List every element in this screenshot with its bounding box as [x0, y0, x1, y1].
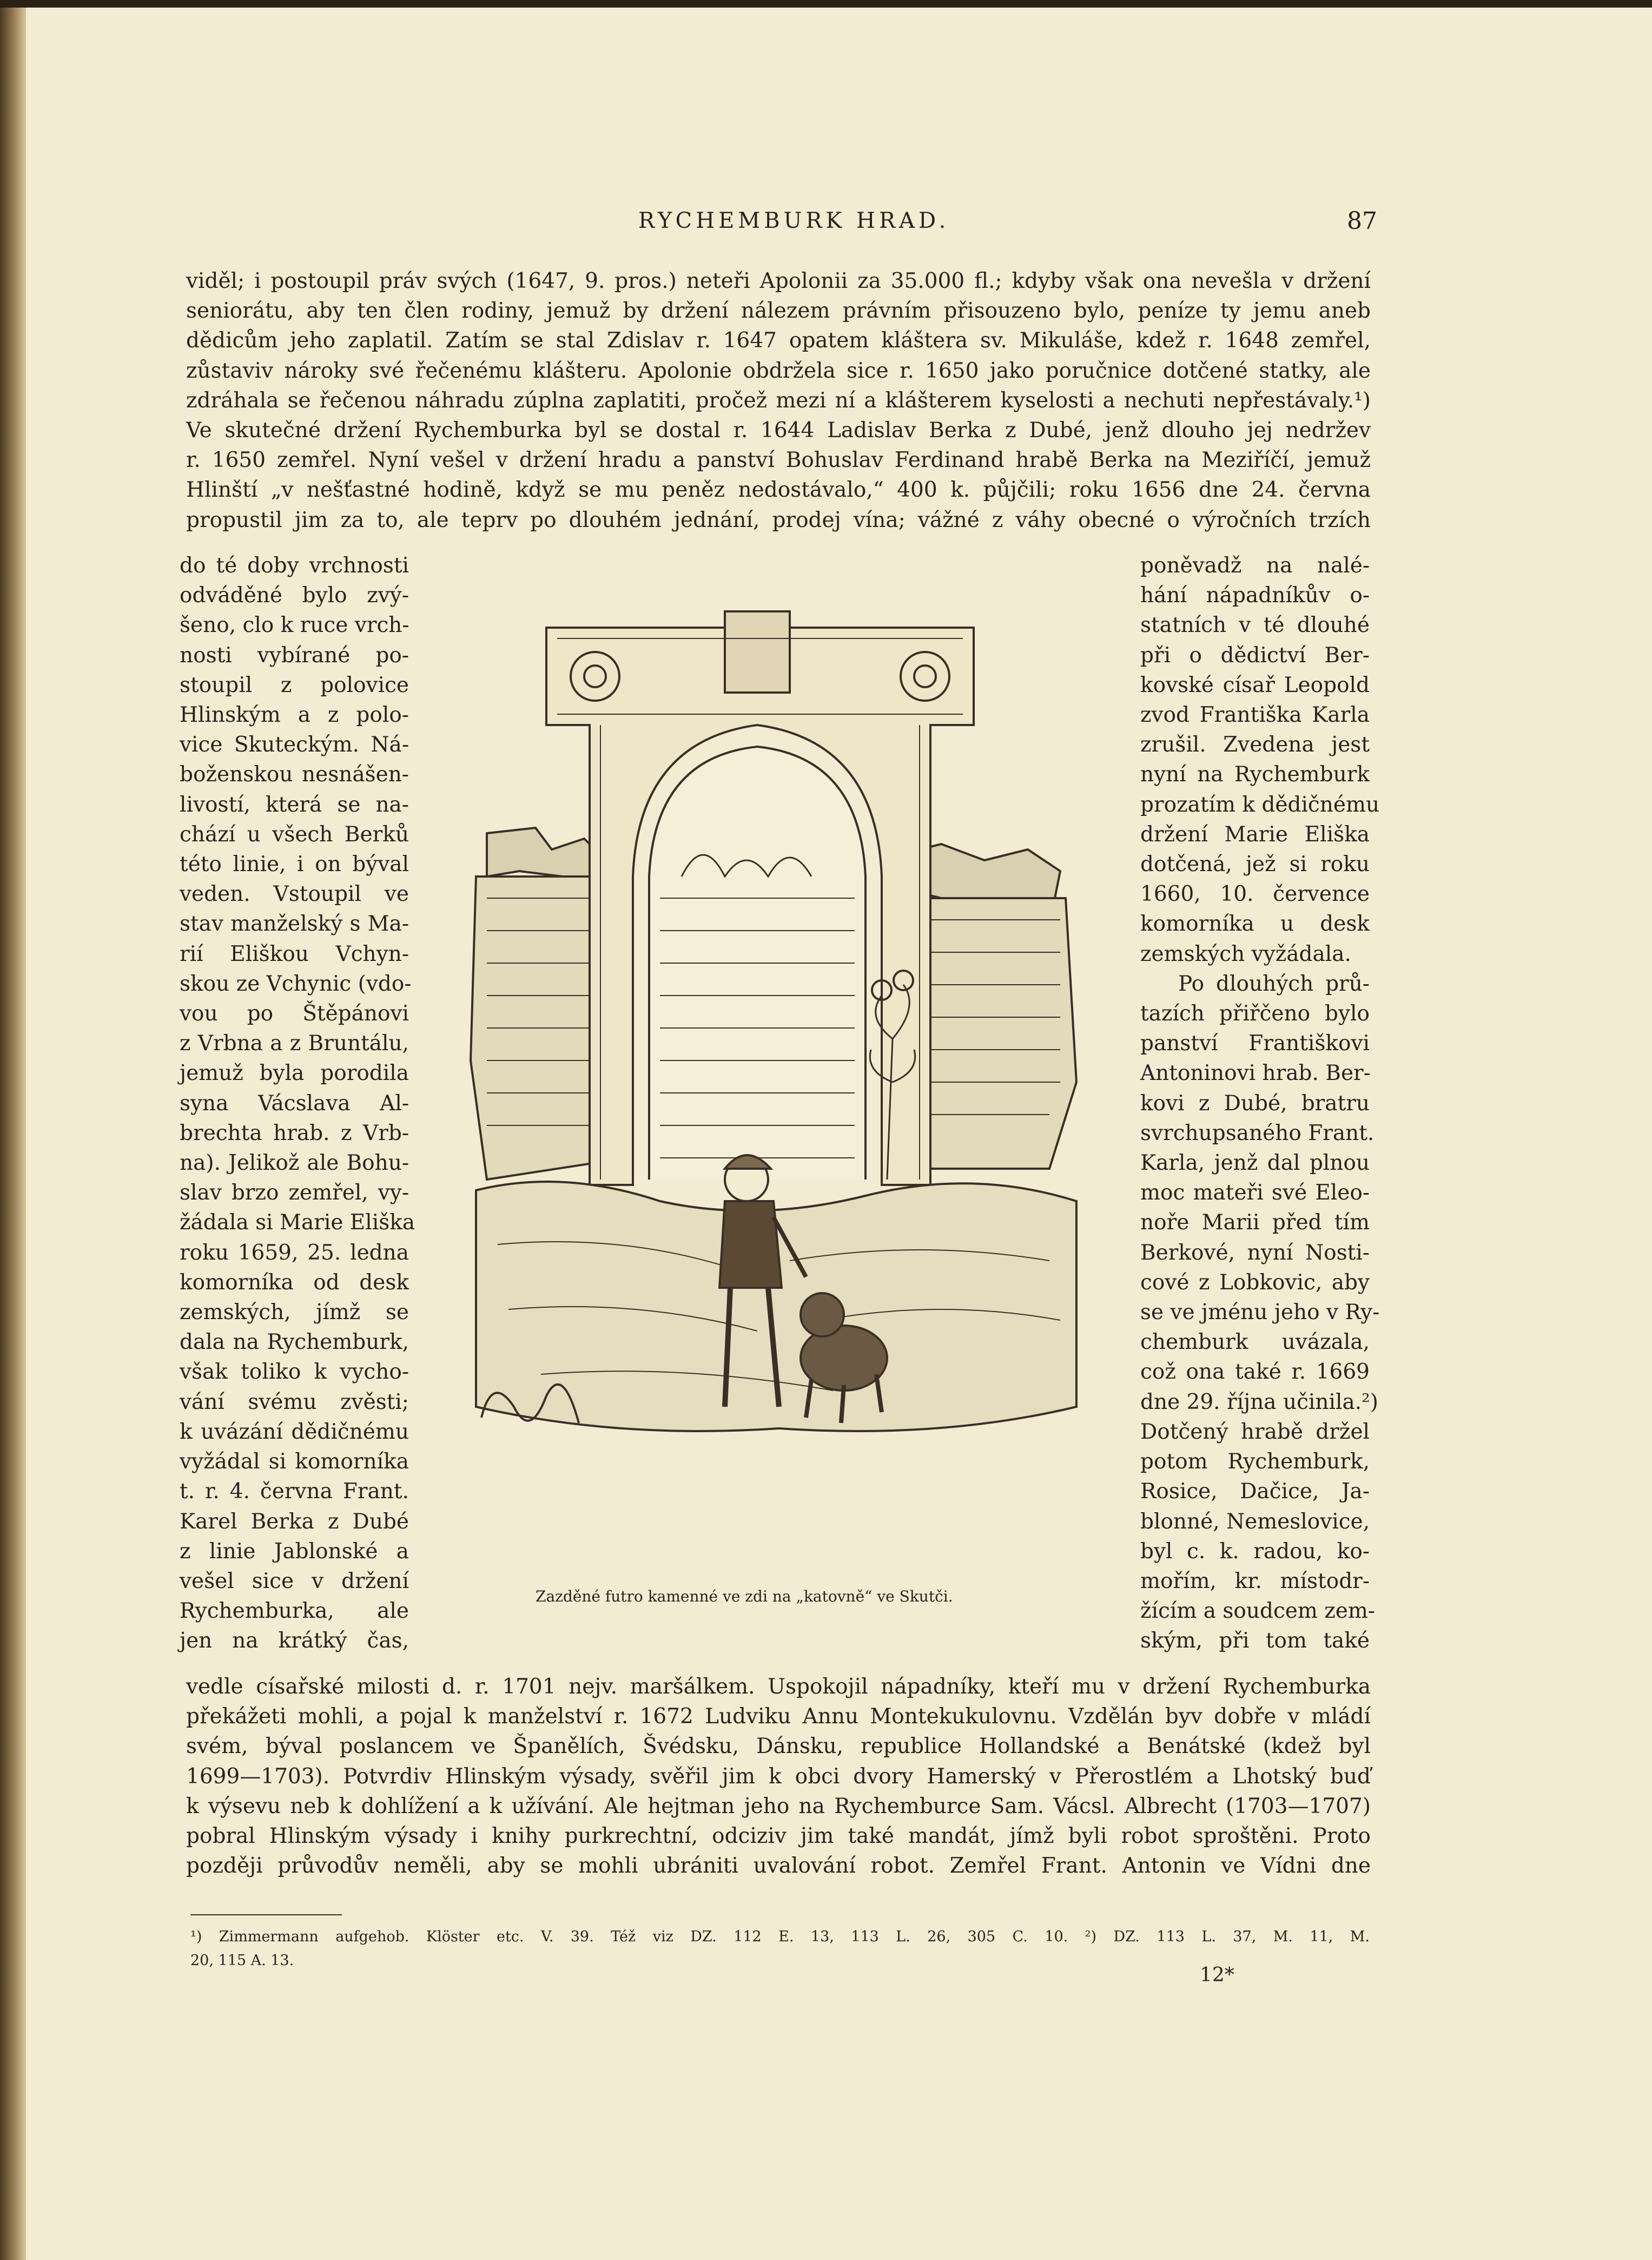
text-line: zdráhala se řečenou náhradu zúplna zaplatiti, pročež mezi ní a klášterem kyselosti a nechuti nepřestávaly.¹): [186, 388, 1371, 413]
text-line: k výsevu neb k dohlížení a k užívání. Ale hejtman jeho na Rychemburce Sam. Vácsl. Albrecht (1703—1707): [186, 1794, 1371, 1818]
text-line: noře Marii před tím: [1140, 1210, 1370, 1235]
text-line: vyžádal si komorníka: [180, 1449, 409, 1474]
text-line: r. 1650 zemřel. Nyní vešel v držení hradu a panství Bohuslav Ferdinand hrabě Berka na Meziříčí, jemuž: [186, 448, 1371, 473]
text-line: jemuž byla porodila: [180, 1061, 409, 1086]
text-line: zvod Františka Karla: [1140, 703, 1370, 728]
text-line: později průvodův neměli, aby se mohli ubrániti uvalování robot. Zemřel Frant. Antonin ve Vídni dne: [186, 1854, 1371, 1879]
text-line: chází u všech Berků: [180, 822, 409, 847]
text-line: zemských, jímž se: [180, 1300, 409, 1325]
text-line: cové z Lobkovic, aby: [1140, 1270, 1370, 1295]
running-header: RYCHEMBURK HRAD.: [638, 208, 950, 233]
text-line: Antoninovi hrab. Ber-: [1140, 1061, 1371, 1086]
illustration-caption: Zazděné futro kamenné ve zdi na „katovně“ ve Skutči.: [536, 1587, 953, 1605]
stone-doorway-illustration: [454, 595, 1093, 1558]
text-line: Berkové, nyní Nosti-: [1140, 1240, 1370, 1265]
text-line: dala na Rychemburk,: [180, 1330, 409, 1355]
text-line: brechta hrab. z Vrb-: [180, 1121, 409, 1145]
text-line: což ona také r. 1669: [1140, 1360, 1370, 1385]
right-text-column: [1140, 551, 1380, 1656]
text-line: Karel Berka z Dubé: [180, 1509, 409, 1534]
text-line: tazích přiřčeno bylo: [1140, 1001, 1370, 1026]
text-line: svém, býval poslancem ve Španělích, Švédsku, Dánsku, republice Hollandské a Benátské (kdež byl: [186, 1734, 1371, 1759]
text-line: statních v té dlouhé: [1140, 613, 1370, 638]
text-line: kovi z Dubé, bratru: [1140, 1091, 1370, 1116]
footnote-rule: [190, 1914, 342, 1915]
text-line: nosti vybírané po-: [180, 643, 409, 668]
text-line: vešel sice v držení: [180, 1569, 409, 1593]
text-line: k uvázání dědičnému: [180, 1419, 409, 1444]
text-line: zrušil. Zvedena jest: [1140, 733, 1370, 757]
text-line: do té doby vrchnosti: [180, 554, 409, 578]
text-line: Rychemburka, ale: [180, 1599, 409, 1624]
footnote-line: 20, 115 A. 13.: [190, 1952, 294, 1969]
text-line: hání nápadníkův o-: [1140, 583, 1370, 608]
text-line: stoupil z polovice: [180, 673, 409, 697]
text-line: veden. Vstoupil ve: [180, 882, 409, 907]
page-number: 87: [1347, 207, 1377, 235]
text-line: chemburk uvázala,: [1140, 1330, 1370, 1355]
text-line: komorníka od desk: [180, 1270, 409, 1295]
text-line: žícím a soudcem zem-: [1140, 1599, 1376, 1624]
printer-signature-mark: 12*: [1200, 1964, 1234, 1986]
text-line: Karla, jenž dal plnou: [1140, 1151, 1370, 1176]
text-line: žádala si Marie Eliška: [180, 1210, 415, 1235]
text-line: Po dlouhých prů-: [1178, 971, 1370, 996]
footnote-line: ¹) Zimmermann aufgehob. Klöster etc. V. 39. Též viz DZ. 112 E. 13, 113 L. 26, 305 C. 10. ²) DZ. 113 L. 37, M. 11, M.: [190, 1928, 1370, 1945]
text-line: livostí, která se na-: [180, 792, 409, 817]
text-line: boženskou nesnášen-: [180, 762, 409, 787]
text-line: viděl; i postoupil práv svých (1647, 9. pros.) neteři Apolonii za 35.000 fl.; kdyby však ona nevešla v držení: [186, 269, 1371, 293]
text-line: roku 1659, 25. ledna: [180, 1240, 409, 1265]
text-line: nyní na Rychemburk: [1140, 762, 1370, 787]
text-line: zemských vyžádala.: [1140, 941, 1351, 966]
text-line: skou ze Vchynic (vdo-: [180, 971, 412, 996]
text-line: mořím, kr. místodr-: [1140, 1569, 1370, 1593]
text-line: panství Františkovi: [1140, 1031, 1370, 1056]
text-line: 1699—1703). Potvrdiv Hlinským výsady, svěřil jim k obci dvory Hamerský v Přerostlém a Lhotský buď: [186, 1764, 1371, 1789]
body-text-bottom: [186, 1672, 1371, 1881]
text-line: z linie Jablonské a: [180, 1539, 409, 1564]
text-line: vice Skuteckým. Ná-: [180, 733, 409, 757]
text-line: šeno, clo k ruce vrch-: [180, 613, 409, 638]
text-line: dědicům jeho zaplatil. Zatím se stal Zdislav r. 1647 opatem kláštera sv. Mikuláše, kdež r. 1648 zemřel,: [186, 328, 1371, 353]
text-line: slav brzo zemřel, vy-: [180, 1181, 409, 1205]
text-line: při o dědictví Ber-: [1140, 643, 1370, 668]
text-line: blonné, Nemeslovice,: [1140, 1509, 1370, 1534]
text-line: jen na krátký čas,: [180, 1629, 409, 1653]
text-line: této linie, i on býval: [180, 852, 409, 877]
text-line: rií Eliškou Vchyn-: [180, 941, 409, 966]
text-line: Hlinským a z polo-: [180, 703, 409, 728]
text-line: syna Vácslava Al-: [180, 1091, 409, 1116]
body-text-top: [186, 266, 1371, 535]
text-line: však toliko k vycho-: [180, 1360, 409, 1385]
left-text-column: [180, 551, 415, 1656]
text-line: z Vrbna a z Bruntálu,: [180, 1031, 409, 1056]
text-line: držení Marie Eliška: [1140, 822, 1370, 847]
text-line: byl c. k. radou, ko-: [1140, 1539, 1370, 1564]
text-line: ským, při tom také: [1140, 1629, 1370, 1653]
book-spine: [0, 0, 26, 2260]
text-line: pobral Hlinským výsady i knihy purkrechtní, odciziv jim také mandát, jímž byli robot sproštěni. Proto: [186, 1824, 1371, 1849]
text-line: dne 29. října učinila.²): [1140, 1389, 1378, 1414]
text-line: se ve jménu jeho v Ry-: [1140, 1300, 1380, 1325]
text-line: poněvadž na nalé-: [1140, 554, 1370, 578]
text-line: Hlinští „v nešťastné hodině, když se mu peněz nedostávalo,“ 400 k. půjčili; roku 1656 dne 24. června: [186, 478, 1371, 503]
text-line: 1660, 10. července: [1140, 882, 1370, 907]
keystone: [725, 611, 790, 693]
scan-top-edge: [0, 0, 1652, 8]
text-line: prozatím k dědičnému: [1140, 792, 1380, 817]
text-line: odváděné bylo zvý-: [180, 583, 409, 608]
text-line: moc mateři své Eleo-: [1140, 1181, 1370, 1205]
footnotes: [190, 1925, 1370, 1973]
text-line: t. r. 4. června Frant.: [180, 1479, 409, 1504]
text-line: překážeti mohli, a pojal k manželství r. 1672 Ludviku Annu Montekukulovnu. Vzdělán byv dobře v mládí: [186, 1704, 1371, 1729]
boy-body: [719, 1201, 782, 1288]
text-line: svrchupsaného Frant.: [1140, 1121, 1375, 1145]
text-line: Dotčený hrabě držel: [1140, 1419, 1370, 1444]
text-line: seniorátu, aby ten člen rodiny, jemuž by držení nálezem právním přisouzeno bylo, peníze ty jemu aneb: [186, 299, 1371, 324]
text-line: dotčená, jež si roku: [1140, 852, 1370, 877]
text-line: Rosice, Dačice, Ja-: [1140, 1479, 1370, 1504]
text-line: vání svému zvěsti;: [180, 1389, 409, 1414]
text-line: vou po Štěpánovi: [180, 1001, 409, 1026]
text-line: potom Rychemburk,: [1140, 1449, 1370, 1474]
text-line: na). Jelikož ale Bohu-: [180, 1151, 409, 1176]
text-line: zůstaviv nároky své řečenému klášteru. Apolonie obdržela sice r. 1650 jako poručnice dotčené statky, ale: [186, 358, 1371, 383]
text-line: vedle císařské milosti d. r. 1701 nejv. maršálkem. Uspokojil nápadníky, kteří mu v držení Rychemburka: [186, 1675, 1371, 1699]
text-line: komorníka u desk: [1140, 912, 1370, 937]
text-line: propustil jim za to, ale teprv po dlouhém jednání, prodej vína; vážné z váhy obecné o výročních trzích: [186, 508, 1371, 532]
text-line: Ve skutečné držení Rychemburka byl se dostal r. 1644 Ladislav Berka z Dubé, jenž dlouho jej nedržev: [186, 418, 1371, 443]
text-line: stav manželský s Ma-: [180, 912, 409, 937]
text-line: kovské císař Leopold: [1140, 673, 1370, 697]
